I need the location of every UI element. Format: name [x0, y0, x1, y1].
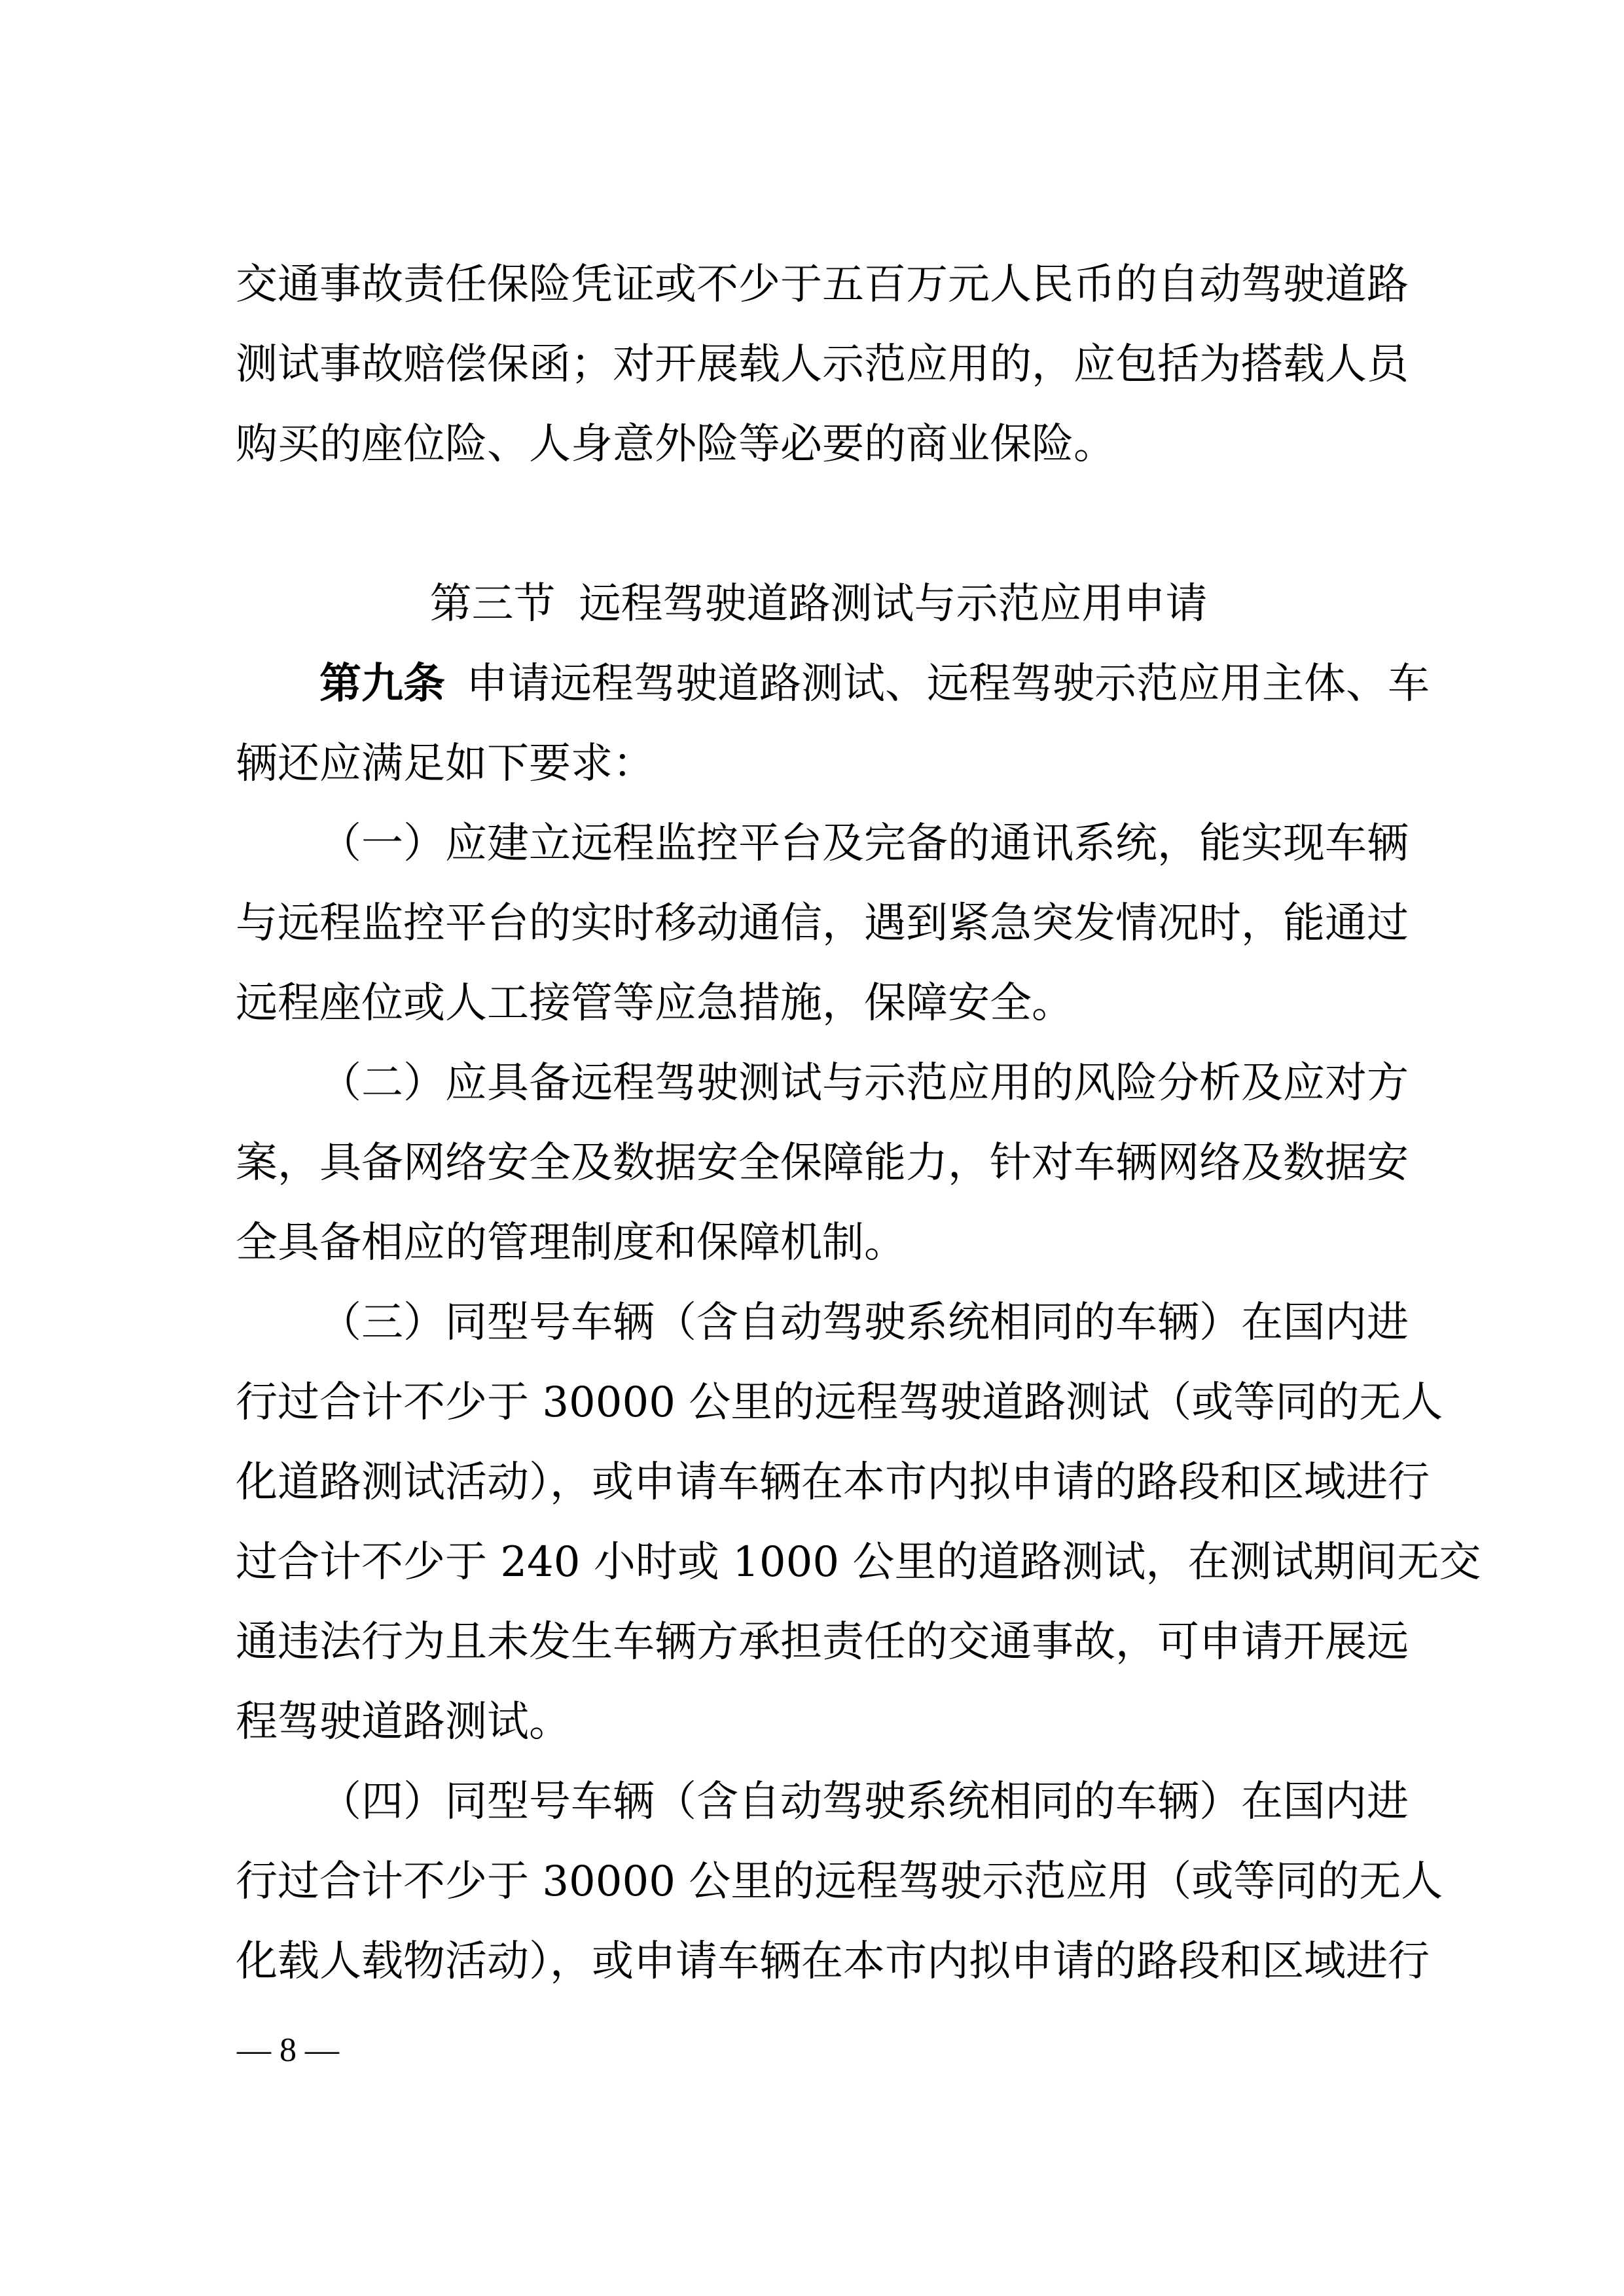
item-one-line: （一）应建立远程监控平台及完备的通讯系统，能实现车辆	[319, 819, 1409, 868]
paragraph-line: 交通事故责任保险凭证或不少于五百万元人民币的自动驾驶道路	[236, 260, 1409, 309]
paragraph-line: 辆还应满足如下要求：	[236, 740, 655, 788]
item-three-line: 程驾驶道路测试。	[236, 1698, 571, 1746]
paragraph-line: 测试事故赔偿保函；对开展载人示范应用的，应包括为搭载人员	[236, 340, 1409, 389]
item-three-line: （三）同型号车辆（含自动驾驶系统相同的车辆）在国内进	[319, 1299, 1409, 1347]
item-four-line: 化载人载物活动），或申请车辆在本市内拟申请的路段和区域进行	[236, 1937, 1430, 1986]
item-four-line: （四）同型号车辆（含自动驾驶系统相同的车辆）在国内进	[319, 1778, 1409, 1826]
section-number: 第三节	[429, 580, 556, 628]
item-three-line: 化道路测试活动），或申请车辆在本市内拟申请的路段和区域进行	[236, 1458, 1430, 1507]
section-heading	[0, 575, 1624, 634]
item-three-line: 通违法行为且未发生车辆方承担责任的交通事故，可申请开展远	[236, 1618, 1409, 1666]
item-two-line: 案，具备网络安全及数据安全保障能力，针对车辆网络及数据安	[236, 1139, 1409, 1187]
article-text: 申请远程驾驶道路测试、远程驾驶示范应用主体、车	[466, 660, 1430, 708]
item-two-line: 全具备相应的管理制度和保障机制。	[236, 1219, 906, 1267]
item-two-line: （二）应具备远程驾驶测试与示范应用的风险分析及应对方	[319, 1059, 1409, 1107]
section-title: 远程驾驶道路测试与示范应用申请	[579, 580, 1208, 628]
item-four-line: 行过合计不少于 30000 公里的远程驾驶示范应用（或等同的无人	[236, 1857, 1443, 1906]
article-label: 第九条	[319, 659, 445, 708]
item-one-line: 与远程监控平台的实时移动通信，遇到紧急突发情况时，能通过	[236, 899, 1409, 948]
item-three-line: 行过合计不少于 30000 公里的远程驾驶道路测试（或等同的无人	[236, 1378, 1443, 1427]
item-three-line: 过合计不少于 240 小时或 1000 公里的道路测试，在测试期间无交	[236, 1538, 1481, 1587]
item-one-line: 远程座位或人工接管等应急措施，保障安全。	[236, 979, 1074, 1028]
page-number: — 8 —	[237, 2032, 339, 2069]
paragraph-line: 购买的座位险、人身意外险等必要的商业保险。	[236, 420, 1115, 469]
article-nine-first-line	[319, 655, 1430, 713]
